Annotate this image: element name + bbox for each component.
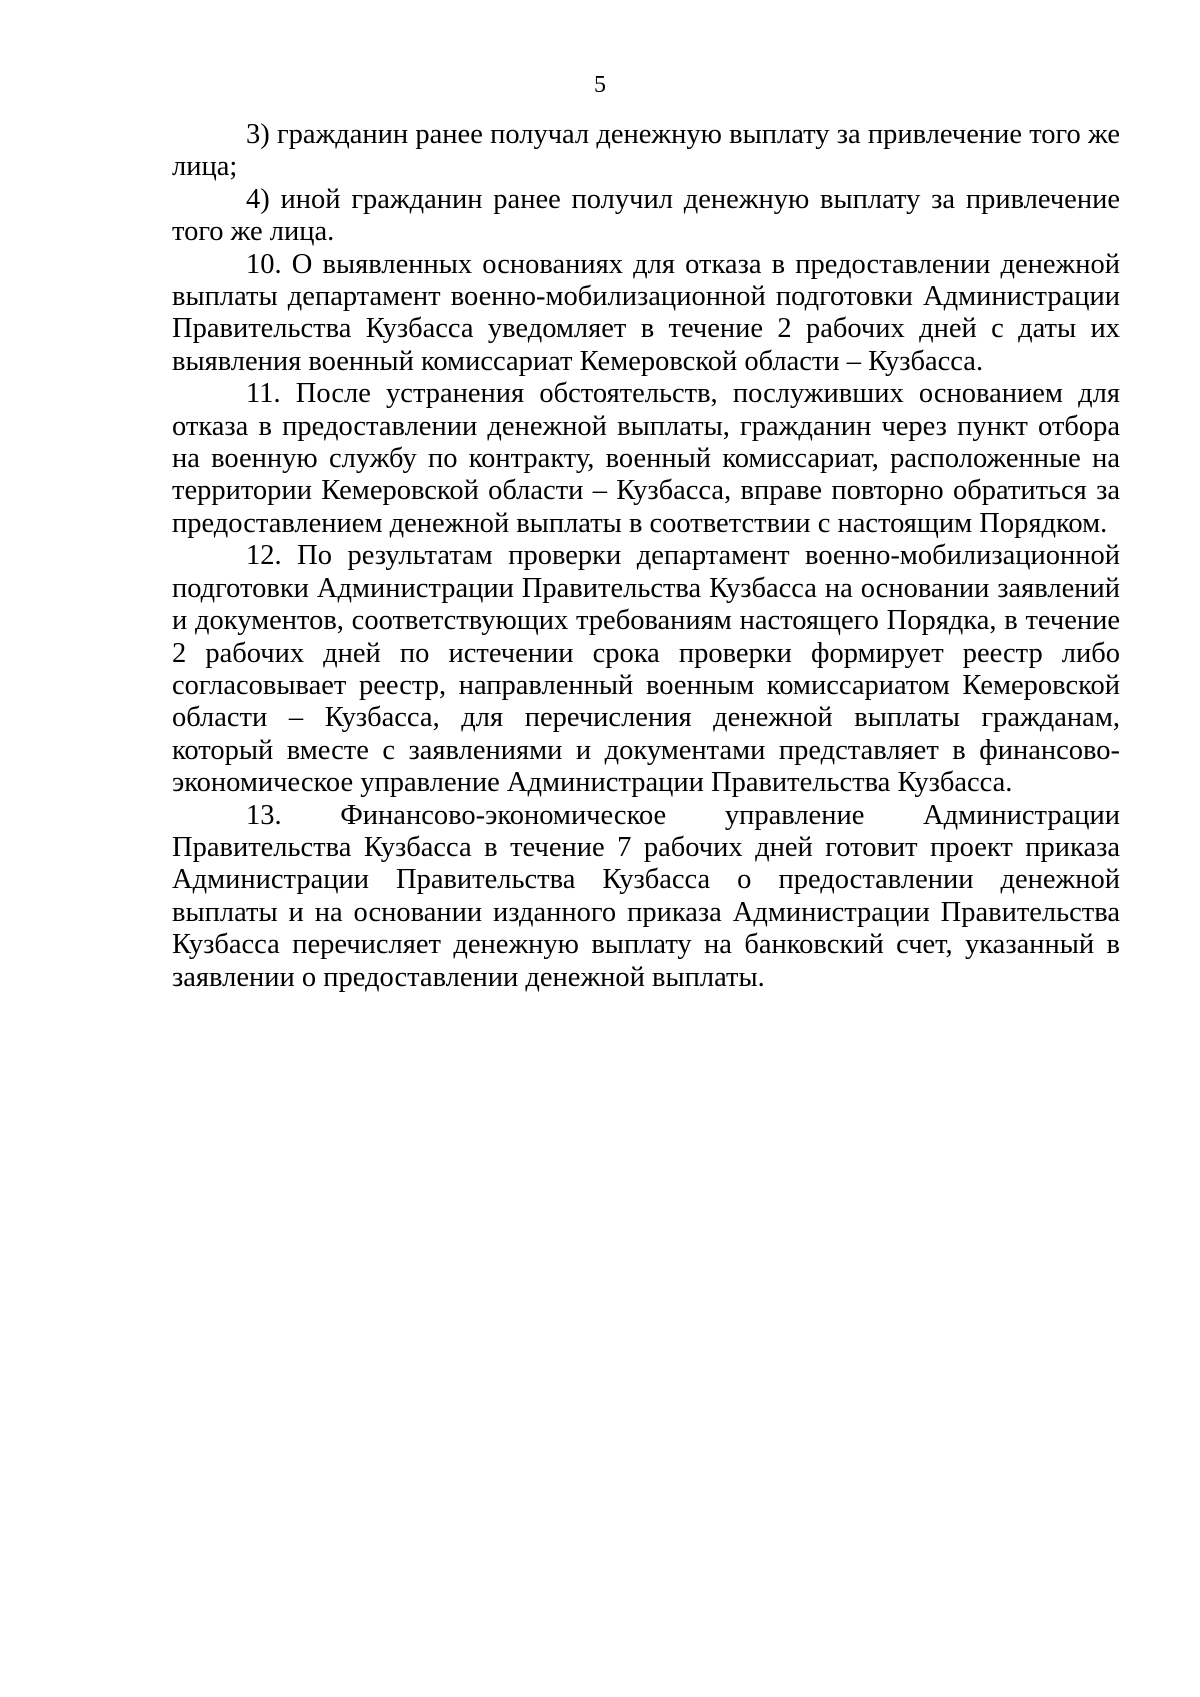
page-number: 5 [594, 72, 606, 98]
paragraph-item-4: 4) иной гражданин ранее получил денежную выплату за привлечение того же лица. [172, 183, 1120, 248]
paragraph-clause-11: 11. После устранения обстоятельств, послуживших основанием для отказа в предоставлении денежной выплаты, гражданин через пункт отбора на военную службу по контракту, военный комиссариат, расположенные на территории Кемеровской области – Кузбасса, вправе повторно обратиться за предоставлением денежной выплаты в соответствии с настоящим Порядком. [172, 378, 1120, 539]
paragraph-clause-13: 13. Финансово-экономическое управление Администрации Правительства Кузбасса в течение 7 рабочих дней готовит проект приказа Администрации Правительства Кузбасса о предоставлении денежной выплаты и на основании изданного приказа Администрации Правительства Кузбасса перечисляет денежную выплату на банковский счет, указанный в заявлении о предоставлении денежной выплаты. [172, 799, 1120, 993]
paragraph-clause-10: 10. О выявленных основаниях для отказа в предоставлении денежной выплаты департамент военно-мобилизационной подготовки Администрации Правительства Кузбасса уведомляет в течение 2 рабочих дней с даты их выявления военный комиссариат Кемеровской области – Кузбасса. [172, 248, 1120, 377]
paragraph-clause-12: 12. По результатам проверки департамент военно-мобилизационной подготовки Администрации Правительства Кузбасса на основании заявлений и документов, соответствующих требованиям настоящего Порядка, в течение 2 рабочих дней по истечении срока проверки формирует реестр либо согласовывает реестр, направленный военным комиссариатом Кемеровской области – Кузбасса, для перечисления денежной выплаты гражданам, который вместе с заявлениями и документами представляет в финансово-экономическое управление Администрации Правительства Кузбасса. [172, 540, 1120, 799]
paragraph-item-3: 3) гражданин ранее получал денежную выплату за привлечение того же лица; [172, 119, 1120, 183]
document-body [172, 119, 1120, 994]
